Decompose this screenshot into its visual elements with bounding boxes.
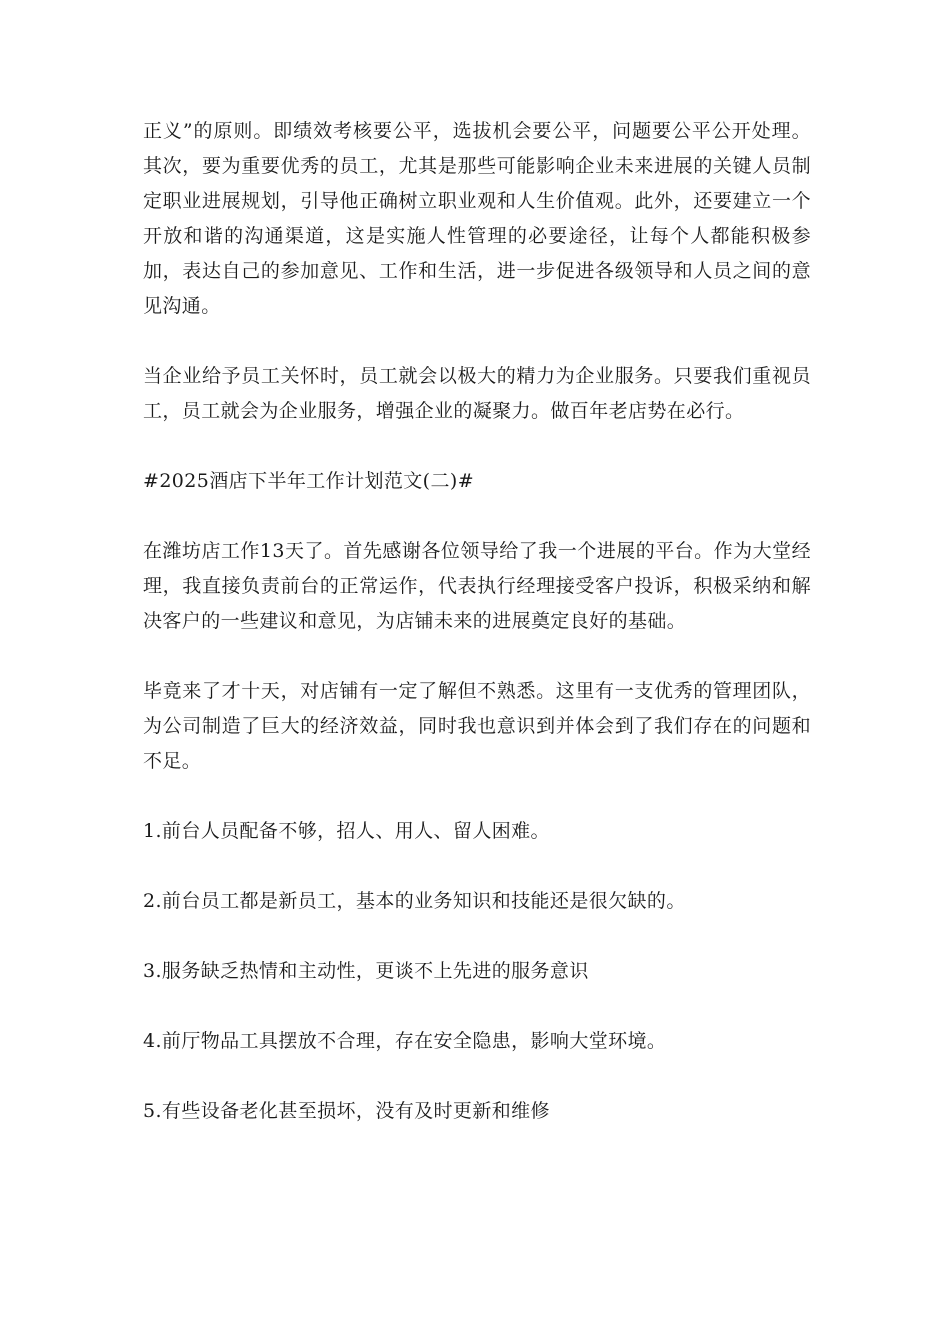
paragraph-ten-days: 毕竟来了才十天，对店铺有一定了解但不熟悉。这里有一支优秀的管理团队，为公司制造了巨大的经济效益，同时我也意识到并体会到了我们存在的问题和不足。 bbox=[143, 680, 811, 772]
paragraph-fairness-principle: 正义”的原则。即绩效考核要公平，选拔机会要公平，问题要公平公开处理。其次，要为重要优秀的员工，尤其是那些可能影响企业未来进展的关键人员制定职业进展规划，引导他正确树立职业观和人生价值观。此外，还要建立一个开放和谐的沟通渠道，这是实施人性管理的必要途径，让每个人都能积极参加，表达自己的参加意见、工作和生活，进一步促进各级领导和人员之间的意见沟通。 bbox=[143, 120, 811, 317]
paragraph-weifang-store: 在潍坊店工作13天了。首先感谢各位领导给了我一个进展的平台。作为大堂经理，我直接负责前台的正常运作，代表执行经理接受客户投诉，积极采纳和解决客户的一些建议和意见，为店铺未来的进展奠定良好的基础。 bbox=[143, 540, 811, 632]
paragraph-employee-care: 当企业给予员工关怀时，员工就会以极大的精力为企业服务。只要我们重视员工，员工就会为企业服务，增强企业的凝聚力。做百年老店势在必行。 bbox=[143, 365, 811, 422]
list-item: 1.前台人员配备不够，招人、用人、留人困难。 bbox=[143, 820, 550, 842]
list-item: 2.前台员工都是新员工，基本的业务知识和技能还是很欠缺的。 bbox=[143, 890, 686, 912]
list-item: 5.有些设备老化甚至损坏，没有及时更新和维修 bbox=[143, 1100, 550, 1122]
list-item: 4.前厅物品工具摆放不合理，存在安全隐患，影响大堂环境。 bbox=[143, 1030, 667, 1052]
section-heading: #2025酒店下半年工作计划范文(二)# bbox=[143, 470, 475, 492]
list-item: 3.服务缺乏热情和主动性，更谈不上先进的服务意识 bbox=[143, 960, 589, 982]
document-body bbox=[143, 114, 811, 1164]
